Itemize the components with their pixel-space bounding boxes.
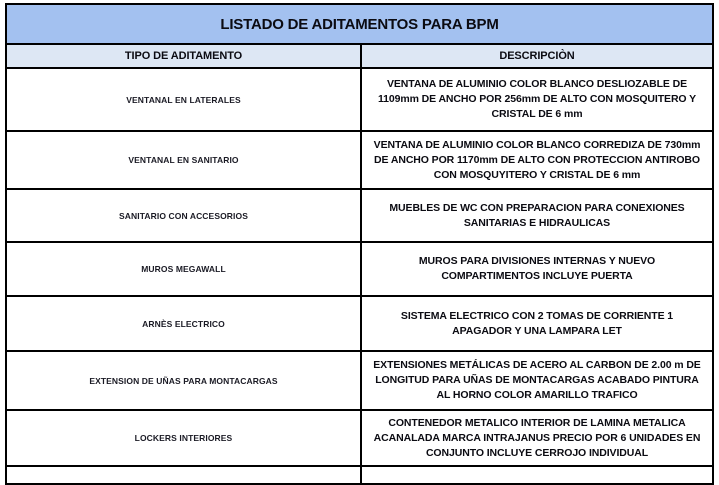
tipo-cell: VENTANAL EN SANITARIO — [6, 131, 361, 189]
table-row — [6, 410, 713, 466]
column-header-tipo: TIPO DE ADITAMENTO — [6, 44, 361, 68]
column-header-row — [6, 44, 713, 68]
descripcion-cell: EXTENSIONES METÁLICAS DE ACERO AL CARBON DE 2.00 m DE LONGITUD PARA UÑAS DE MONTACARGAS ACABADO PINTURA AL HORNO COLOR AMARILLO TRAFICO — [361, 351, 713, 410]
table-row — [6, 351, 713, 410]
descripcion-cell: VENTANA DE ALUMINIO COLOR BLANCO DESLIOZABLE DE 1109mm DE ANCHO POR 256mm DE ALTO CON MOSQUITERO Y CRISTAL DE 6 mm — [361, 68, 713, 131]
tipo-cell: VENTANAL EN LATERALES — [6, 68, 361, 131]
table-row — [6, 68, 713, 131]
table-row — [6, 242, 713, 296]
column-header-descripcion: DESCRIPCIÒN — [361, 44, 713, 68]
tipo-cell: SANITARIO CON ACCESORIOS — [6, 189, 361, 242]
tipo-cell: MUROS MEGAWALL — [6, 242, 361, 296]
aditamentos-table — [5, 3, 714, 485]
tipo-cell: EXTENSION DE UÑAS PARA MONTACARGAS — [6, 351, 361, 410]
tipo-cell: LOCKERS INTERIORES — [6, 410, 361, 466]
table-row — [6, 131, 713, 189]
table-row-partial — [6, 466, 713, 484]
table-row — [6, 189, 713, 242]
descripcion-cell: CONTENEDOR METALICO INTERIOR DE LAMINA METALICA ACANALADA MARCA INTRAJANUS PRECIO POR 6 UNIDADES EN CONJUNTO INCLUYE CERROJO INDIVIDUAL — [361, 410, 713, 466]
descripcion-cell: MUEBLES DE WC CON PREPARACION PARA CONEXIONES SANITARIAS E HIDRAULICAS — [361, 189, 713, 242]
document-sheet — [5, 3, 714, 485]
tipo-cell: ARNÈS ELECTRICO — [6, 296, 361, 351]
descripcion-cell: VENTANA DE ALUMINIO COLOR BLANCO CORREDIZA DE 730mm DE ANCHO POR 1170mm DE ALTO CON PROTECCION ANTIROBO CON MOSQUYITERO Y CRISTAL DE 6 mm — [361, 131, 713, 189]
descripcion-cell: MUROS PARA DIVISIONES INTERNAS Y NUEVO COMPARTIMENTOS INCLUYE PUERTA — [361, 242, 713, 296]
tipo-cell — [6, 466, 361, 484]
table-title: LISTADO DE ADITAMENTOS PARA BPM — [6, 4, 713, 44]
descripcion-cell — [361, 466, 713, 484]
table-row — [6, 296, 713, 351]
title-row — [6, 4, 713, 44]
descripcion-cell: SISTEMA ELECTRICO CON 2 TOMAS DE CORRIENTE 1 APAGADOR Y UNA LAMPARA LET — [361, 296, 713, 351]
